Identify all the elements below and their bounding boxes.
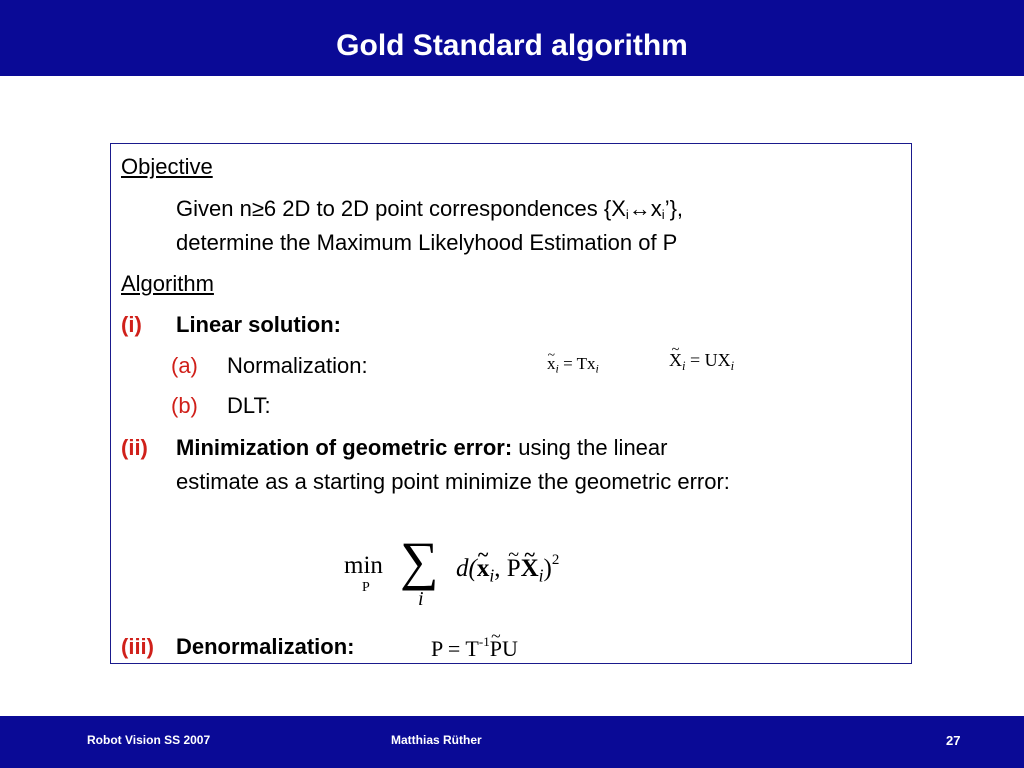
step-ii-line-2: estimate as a starting point minimize the geometric error: [176, 469, 730, 494]
comma: , [494, 555, 507, 582]
denormalization-formula [431, 634, 518, 662]
equals-sign: = [558, 354, 577, 373]
step-iii-label: Denormalization: [176, 634, 355, 659]
normalization-equation-X [669, 350, 734, 374]
footer-bar [0, 716, 1024, 768]
step-ii-label-rest: using the linear [512, 435, 668, 460]
min-operator: min [344, 552, 383, 579]
algorithm-heading: Algorithm [121, 271, 214, 296]
subscript-i: i [489, 565, 495, 586]
denorm-lhs: P = T [431, 636, 479, 661]
sum-subscript: i [418, 588, 424, 610]
content-box [110, 143, 912, 664]
step-ii-marker: (ii) [121, 435, 148, 460]
step-i-marker: (i) [121, 312, 142, 337]
objective-line-1-text: Given n≥6 2D to 2D point correspondences {X [176, 196, 626, 221]
X-tilde-bold: ~ X [521, 555, 539, 583]
step-b-marker: (b) [171, 393, 198, 418]
subscript-i: i [625, 207, 629, 222]
step-i-label: Linear solution: [176, 312, 341, 337]
subscript-i: i [730, 358, 735, 373]
step-a-label: Normalization: [227, 353, 368, 378]
subscript-i: i [555, 361, 559, 376]
step-a-marker: (a) [171, 353, 198, 378]
step-ii-line-1 [176, 435, 667, 461]
rhs-ux: UX [704, 350, 731, 370]
exponent-2: 2 [551, 552, 560, 568]
step-iii-marker: (iii) [121, 634, 154, 659]
P-tilde: ~ P [490, 636, 502, 662]
objective-line-1-tail: ’}, [664, 196, 684, 221]
X-tilde: ~ X [669, 350, 682, 371]
subscript-i: i [661, 207, 665, 222]
min-subscript: P [362, 580, 370, 595]
x-tilde: ~ x [547, 354, 556, 374]
normalization-equation-x [547, 354, 599, 377]
subscript-i: i [595, 361, 599, 376]
step-ii-label: Minimization of geometric error: [176, 435, 513, 460]
objective-line-2: determine the Maximum Likelyhood Estimation of P [176, 230, 678, 255]
P-tilde: ~ P [507, 555, 521, 583]
objective-line-1 [176, 196, 683, 228]
subscript-i: i [682, 358, 686, 373]
subscript-i: i [538, 565, 544, 586]
equals-sign: = [685, 350, 705, 370]
close-paren: ) [543, 555, 552, 582]
inverse-exponent: -1 [478, 634, 490, 649]
distance-d: d( [456, 555, 477, 582]
rhs-tx: Tx [576, 354, 596, 373]
slide-number: 27 [946, 733, 961, 748]
denorm-rhs: U [501, 636, 518, 661]
sum-icon: ∑ [400, 531, 439, 591]
step-b-label: DLT: [227, 393, 271, 418]
correspondence-arrow: ↔x [628, 196, 662, 221]
footer-author: Matthias Rüther [391, 733, 482, 747]
footer-course: Robot Vision SS 2007 [87, 733, 211, 747]
distance-expression [456, 552, 559, 586]
title-bar [0, 0, 1024, 76]
objective-heading: Objective [121, 154, 213, 179]
slide-title: Gold Standard algorithm [336, 29, 688, 62]
x-tilde-bold: ~ x [477, 555, 490, 583]
